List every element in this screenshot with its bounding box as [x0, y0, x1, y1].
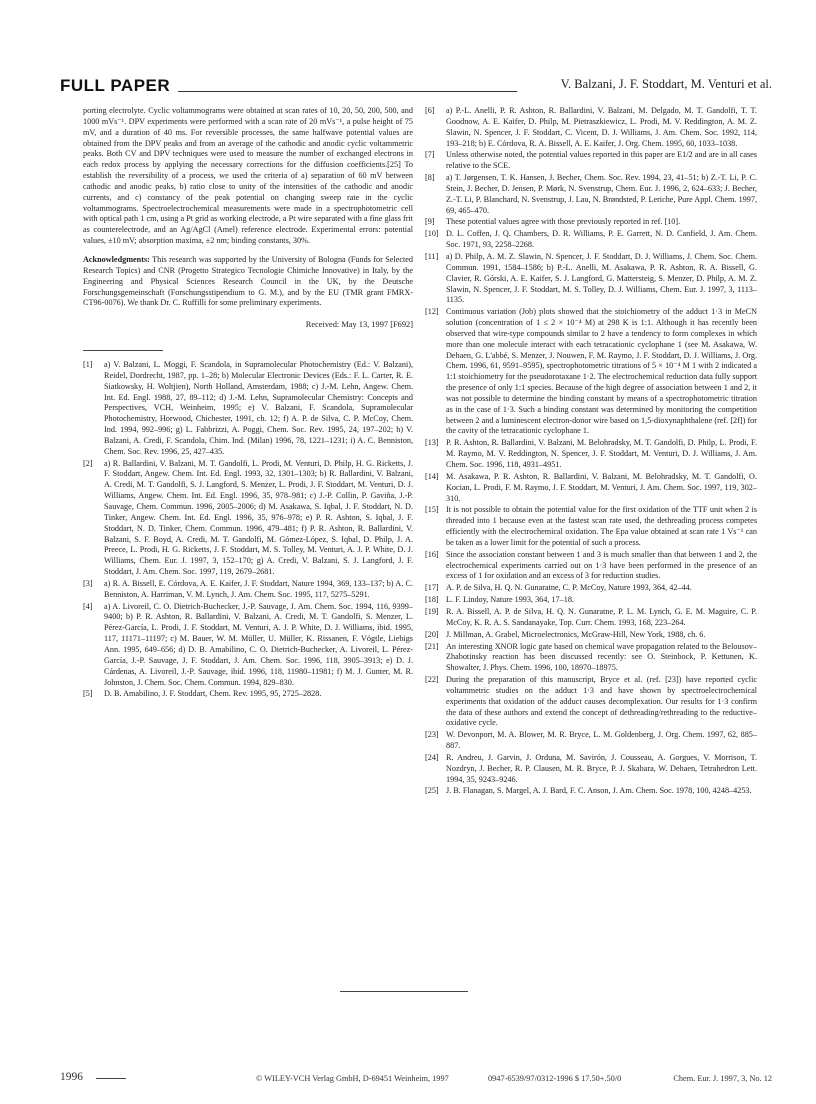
reference-text: M. Asakawa, P. R. Ashton, R. Ballardini, V. Balzani, M. Belohradsky, M. T. Gandolfi, O. Kocian, L. Prodi, F. M. Raymo, J. F. Stoddart, M. Venturi, J. Am. Chem. Soc. 1997, 119, 302–310.: [446, 471, 757, 503]
reference-text: P. R. Ashton, R. Ballardini, V. Balzani, M. Belohradsky, M. T. Gandolfi, D. Philp, L. Prodi, F. M. Raymo, M. V. Reddington, N. Spencer, J. F. Stoddart, M. Venturi, D. J. Williams, J. Am. Chem. Soc. 1996, 118, 4931–4951.: [446, 438, 757, 469]
page-number: 1996: [60, 1071, 83, 1083]
reference-list-left: [83, 360, 413, 700]
reference-item: [83, 360, 413, 458]
reference-number: [16]: [425, 549, 439, 559]
body-paragraph: porting electrolyte. Cyclic voltammograms were obtained at scan rates of 10, 20, 50, 200, 500, and 1000 mVs⁻¹. DPV experiments were performed with a scan rate of 20 mVs⁻¹, a pulse height of 75 mV, and a duration of 40 ms. For reversible processes, the same halfwave potential values are obtained from the DPV peaks and from an average of the cathodic and anodic cyclic voltammetric peaks. Both CV and DPV techniques were used to measure the number of exchanged electrons in each redox process by applying the necessary corrections for the diffusion coefficients.[25] To establish the reversibility of a process, we used the criteria of a) separation of 60 mV between cathodic and anodic peaks, b) ratio close to unity of the intensities of the cathodic and anodic currents, and c) constancy of the peak potential on changing sweep rate in the cyclic voltammograms. Spectroelectrochemical measurements were made in a spectrophotometric cell with optical path 1 cm, using a Pt grid as working electrode, a Pt wire separated with a fine glass frit as counterelectrode, and an Ag/AgCl (Amel) reference electrode. Experimental errors: potential values, ±10 mV; absorption maxima, ±2 nm; binding constants, 30%.: [83, 106, 413, 246]
reference-text: A. P. de Silva, H. Q. N. Gunaratne, C. P. McCoy, Nature 1993, 364, 42–44.: [446, 583, 692, 593]
references-rule: [83, 350, 163, 351]
section-label: FULL PAPER: [60, 76, 171, 95]
reference-number: [15]: [425, 505, 439, 515]
reference-text: a) T. Jørgensen, T. K. Hansen, J. Becher, Chem. Soc. Rev. 1994, 23, 41–51; b) Z.-T. Li, P. C. Stein, J. Becher, D. Jensen, P. Mørk, N. Svenstrup, Chem. Eur. J. 1996, 2, 624–633; J. Becher, Z.-T. Li, P. Blanchard, N. Svenstrup, J. Lau, N. Brøndsted, P. Leriche, Pure Appl. Chem. 1997, 69, 465–470.: [446, 173, 757, 215]
reference-number: [4]: [83, 601, 93, 611]
reference-text: R. A. Bissell, A. P. de Silva, H. Q. N. Gunaratne, P. L. M. Lynch, G. E. M. Maguire, C. P. McCoy, K. R. A. S. Sandanayake, Top. Curr. Chem. 1993, 168, 223–264.: [446, 606, 757, 627]
reference-item: [425, 217, 757, 228]
reference-text: D. L. Coffen, J. Q. Chambers, D. R. Williams, P. E. Garrett, N. D. Canfield, J. Am. Chem. Soc. 1971, 93, 2258–2268.: [446, 229, 757, 250]
reference-number: [25]: [425, 786, 439, 796]
reference-text: During the preparation of this manuscript, Bryce et al. (ref. [23]) have reported cyclic voltammetric studies on the adduct 1·3 and have shown by spectroelectrochemical experiments that oxidation of the adduct causes decomplexation. Our results for 1·3 confirm the data of these authors and extend the concept of dethreading/rethreading to the reductive–oxidative cycle.: [446, 675, 757, 728]
reference-item: [425, 252, 757, 306]
reference-text: These potential values agree with those previously reported in ref. [10].: [446, 217, 681, 227]
reference-item: [425, 753, 757, 786]
reference-number: [7]: [425, 150, 435, 160]
reference-text: a) A. Livoreil, C. O. Dietrich-Buchecker, J.-P. Sauvage, J. Am. Chem. Soc. 1994, 116, 9399–9400; b) P. R. Ashton, R. Ballardini, V. Balzani, A. Credi, M. T. Gandolfi, S. Menzer, L. Pérez-García, L. Prodi, J. F. Stoddart, M. Venturi, A. J. P. White, D. J. Williams, ibid. 1995, 117, 11171–11197; c) M. Bauer, W. M. Müller, U. Müller, K. Rissanen, F. Vögtle, Liebigs Ann. 1995, 649–656; d) D. B. Amabilino, C. O. Dietrich-Buchecker, A. Livoreil, L. Pérez-García, J.-P. Sauvage, J. F. Stoddart, J. Am. Chem. Soc. 1996, 118, 3905–3913; e) D. J. Cárdenas, A. Livoreil, J.-P. Sauvage, ibid. 1996, 118, 11980–11981; f) M. J. Gunter, M. R. Johnston, J. Chem. Soc. Chem. Commun. 1994, 829–830.: [104, 601, 413, 687]
reference-text: An interesting XNOR logic gate based on chemical wave propagation related to the Belousov–Zhabotinsky reaction has been discussed recently: see O. Steinbock, P. Kettunen, K. Showalter, J. Phys. Chem. 1996, 100, 18970–18975.: [446, 641, 757, 673]
reference-number: [3]: [83, 578, 93, 588]
reference-item: [83, 602, 413, 689]
reference-text: R. Andreu, J. Garvin, J. Orduna, M. Savirón, J. Cousseau, A. Gorgues, V. Morrison, T. Nozdryn, J. Becher, R. P. Clausen, M. R. Bryce, P. J. Skabara, W. Dehaen, Tetrahedron Lett. 1994, 35, 9243–9246.: [446, 752, 757, 784]
reference-item: [425, 150, 757, 172]
acknowledgments-text: This research was supported by the University of Bologna (Funds for Selected Research Topics) and CNR (Progetto Strategico Tecnologie Chimiche Innovative) in Italy, by the Engineering and Physical Sciences Research Council in the UK, by the Deutsche Forschungsgemeinschaft (Forschungsstipendium to G. M.), and by the EU (TMR grant FMRX-CT96-0076). We thank Dr. C. Ruffilli for some preliminary experiments.: [83, 254, 413, 308]
running-header: [60, 76, 772, 98]
publisher-line: © WILEY-VCH Verlag GmbH, D-69451 Weinheim, 1997: [256, 1074, 449, 1083]
received-date: Received: May 13, 1997 [F692]: [305, 320, 413, 330]
reference-item: [425, 595, 757, 606]
reference-item: [83, 459, 413, 578]
right-column: [425, 106, 757, 798]
reference-number: [2]: [83, 458, 93, 468]
footer-rule: [96, 1078, 126, 1079]
reference-item: [425, 307, 757, 437]
reference-number: [22]: [425, 675, 439, 685]
reference-item: [425, 173, 757, 216]
acknowledgments-label: Acknowledgments:: [83, 254, 150, 264]
reference-item: [83, 689, 413, 700]
reference-number: [12]: [425, 307, 439, 317]
reference-number: [6]: [425, 106, 435, 115]
journal-citation: Chem. Eur. J. 1997, 3, No. 12: [673, 1074, 772, 1083]
header-rule: [178, 91, 517, 92]
reference-item: [425, 642, 757, 675]
reference-text: W. Devonport, M. A. Blower, M. R. Bryce, L. M. Goldenberg, J. Org. Chem. 1997, 62, 885–887.: [446, 730, 757, 751]
reference-text: J. B. Flanagan, S. Margel, A. J. Bard, F. C. Anson, J. Am. Chem. Soc. 1978, 100, 4248–4253.: [446, 786, 752, 796]
reference-number: [19]: [425, 606, 439, 616]
reference-number: [9]: [425, 217, 435, 227]
reference-number: [1]: [83, 360, 93, 370]
reference-text: a) P.-L. Anelli, P. R. Ashton, R. Ballardini, V. Balzani, M. Delgado, M. T. Gandolfi, T. T. Goodnow, A. E. Kaifer, D. Philp, M. Pietraszkiewicz, L. Prodi, M. V. Reddington, A. M. Z. Slawin, N. Spencer, J. F. Stoddart, C. Vicent, D. J. Williams, J. Am. Chem. Soc. 1992, 114, 193–218; b) E. Córdova, R. A. Bissell, A. E. Kaifer, J. Org. Chem. 1995, 60, 1033–1038.: [446, 106, 757, 148]
reference-item: [425, 472, 757, 505]
reference-number: [10]: [425, 229, 439, 239]
reference-text: a) V. Balzani, L. Moggi, F. Scandola, in Supramolecular Photochemistry (Ed.: V. Balzani), Reidel, Dordrecht, 1987, pp. 1–28; b) Molecular Electronic Devices (Eds.: F. L. Carter, R. E. Siatkowsky, H. Woltjien), North Holland, Amsterdam, 1988; c) J.-M. Lehn, Angew. Chem. Int. Ed. Engl. 1988, 27, 89–112; d) J.-M. Lehn, Supramolecular Chemistry: Concepts and Perspectives, VCH, Weinheim, 1995; e) V. Balzani, F. Scandola, Supramolecular Photochemistry, Horwood, Chichester, 1991, ch. 12; f) A. P. de Silva, C. P. McCoy, Chem. Ind. 1994, 992–996; g) L. Fabbrizzi, A. Poggi, Chem. Soc. Rev. 1995, 24, 197–202; h) V. Balzani, A. Credi, F. Scandola, Chim. Ind. (Milan) 1996, 78, 1221–1231; i) A. C. Benniston, Chem. Soc. Rev. 1996, 25, 427–435.: [104, 360, 413, 456]
reference-text: a) R. A. Bissell, E. Córdova, A. E. Kaifer, J. F. Stoddart, Nature 1994, 369, 133–137; b) A. C. Benniston, A. Harriman, V. M. Lynch, J. Am. Chem. Soc. 1995, 117, 5275–5291.: [104, 578, 413, 599]
reference-number: [21]: [425, 641, 439, 651]
reference-number: [24]: [425, 752, 439, 762]
reference-text: J. Millman, A. Grabel, Microelectronics, McGraw-Hill, New York, 1988, ch. 6.: [446, 629, 706, 639]
reference-item: [425, 607, 757, 629]
reference-item: [425, 106, 757, 149]
reference-text: L. F. Lindoy, Nature 1993, 364, 17–18.: [446, 595, 574, 605]
reference-number: [17]: [425, 583, 439, 593]
reference-text: Since the association constant between 1 and 3 is much smaller than that between 1 and 2, the electrochemical experiments carried out on 1·3 have been performed in the presence of an excess of 1 for oxidation and an excess of 3 for reduction studies.: [446, 549, 757, 581]
reference-item: [425, 229, 757, 251]
reference-number: [23]: [425, 730, 439, 740]
reference-item: [425, 786, 757, 797]
running-authors: V. Balzani, J. F. Stoddart, M. Venturi et al.: [560, 77, 772, 91]
article-code: 0947-6539/97/0312-1996 $ 17.50+.50/0: [488, 1074, 622, 1083]
reference-number: [5]: [83, 689, 93, 699]
reference-item: [425, 505, 757, 548]
reference-item: [425, 583, 757, 594]
reference-text: Continuous variation (Job) plots showed that the stoichiometry of the adduct 1·3 in MeCN solution (concentration of 1 ≤ 2 × 10⁻⁴ M) at 298 K is 1:1. Although it has recently been observed that wire-type compounds similar to 2 have a tendency to form complexes in which more than one molecule interact with each tetracationic cyclophane 1 (see M. Asakawa, W. Dehaen, G. L'abbé, S. Menzer, J. Nouwen, F. M. Raymo, J. F. Stoddart, D. J. Williams, J. Org. Chem. 1996, 61, 9591–9595), spectrophotometric titrations of 5 × 10⁻⁴ M 1 with 2 indicated a 1:1 stoichiometry for the pseudorotaxane 1·2. The electrochemical reduction data fully support the presence of only 1:1 species. Because of the high degree of association between 1 and 2, it was not possible to determine the binding constant by means of a spectrophotometric titration as in the case of 1·3. Such a binding constant was determined by monitoring the competition between 2 and a luminescent electron-donor wire based on 1,5-dioxynaphthalene (ref. [2f]) for the cavity of the tetracationic cyclophane 1.: [446, 307, 757, 436]
reference-text: It is not possible to obtain the potential value for the first oxidation of the TTF unit when 2 is threaded into 1 because even at the fastest scan rate used, the dethreading process competes efficiently with the electrochemical oxidation. The Epa value obtained at scan rate 1 Vs⁻¹ can be taken as a lower limit for the potential of such a process.: [446, 505, 757, 547]
acknowledgments: [83, 255, 413, 309]
reference-list-right: [425, 106, 757, 797]
reference-item: [425, 438, 757, 471]
reference-item: [425, 730, 757, 752]
reference-item: [83, 579, 413, 601]
reference-text: a) R. Ballardini, V. Balzani, M. T. Gandolfi, L. Prodi, M. Venturi, D. Philp, H. G. Ricketts, J. F. Stoddart, Angew. Chem. Int. Ed. Engl. 1993, 32, 1301–1303; b) R. Ballardini, V. Balzani, A. Credi, M. T. Gandolfi, S. J. Langford, S. Menzer, L. Prodi, J. F. Stoddart, M. Venturi, D. J. Williams, Angew. Chem. Int. Ed. Engl. 1996, 35, 978–981; c) J.-P. Collin, P. Gaviña, J.-P. Sauvage, Chem. Commun. 1996, 2005–2006; d) M. Asakawa, S. Iqbal, J. F. Stoddart, N. D. Tinker, Angew. Chem. Int. Ed. Engl. 1996, 35, 976–978; e) P. R. Ashton, S. Iqbal, J. F. Stoddart, N. D. Tinker, Chem. Commun. 1996, 479–481; f) P. R. Ashton, R. Ballardini, V. Balzani, S. F. Boyd, A. Credi, M. T. Gandolfi, M. Gómez-López, S. Iqbal, D. Philp, J. A. Preece, L. Prodi, H. G. Ricketts, J. F. Stoddart, M. S. Tolley, M. Venturi, A. J. P. White, D. J. Williams, Chem. Eur. J. 1997, 3, 152–170; g) A. Credi, V. Balzani, S. J. Langford, J. F. Stoddart, J. Am. Chem. Soc. 1997, 119, 2679–2681.: [104, 458, 413, 577]
reference-item: [425, 630, 757, 641]
end-rule: [340, 991, 468, 992]
left-column: [83, 106, 413, 701]
reference-item: [425, 550, 757, 583]
reference-number: [18]: [425, 595, 439, 605]
reference-number: [11]: [425, 251, 439, 261]
reference-number: [8]: [425, 173, 435, 183]
reference-text: D. B. Amabilino, J. F. Stoddart, Chem. Rev. 1995, 95, 2725–2828.: [104, 689, 322, 699]
reference-number: [14]: [425, 471, 439, 481]
reference-text: Unless otherwise noted, the potential values reported in this paper are E1/2 and are in all cases relative to the SCE.: [446, 150, 757, 171]
reference-number: [20]: [425, 629, 439, 639]
reference-item: [425, 675, 757, 729]
reference-number: [13]: [425, 438, 439, 448]
reference-text: a) D. Philp, A. M. Z. Slawin, N. Spencer, J. F. Stoddart, D. J. Williams, J. Chem. Soc. Chem. Commun. 1991, 1584–1586; b) P.-L. Anelli, M. Asakawa, P. R. Ashton, R. A. Bissell, G. Clavier, R. Górski, A. E. Kaifer, S. J. Langford, G. Mattersteig, S. Menzer, D. Philp, A. M. Z. Slawin, N. Spencer, J. F. Stoddart, M. S. Tolley, D. J. Williams, Chem. Eur. J. 1997, 3, 1113–1135.: [446, 251, 757, 305]
